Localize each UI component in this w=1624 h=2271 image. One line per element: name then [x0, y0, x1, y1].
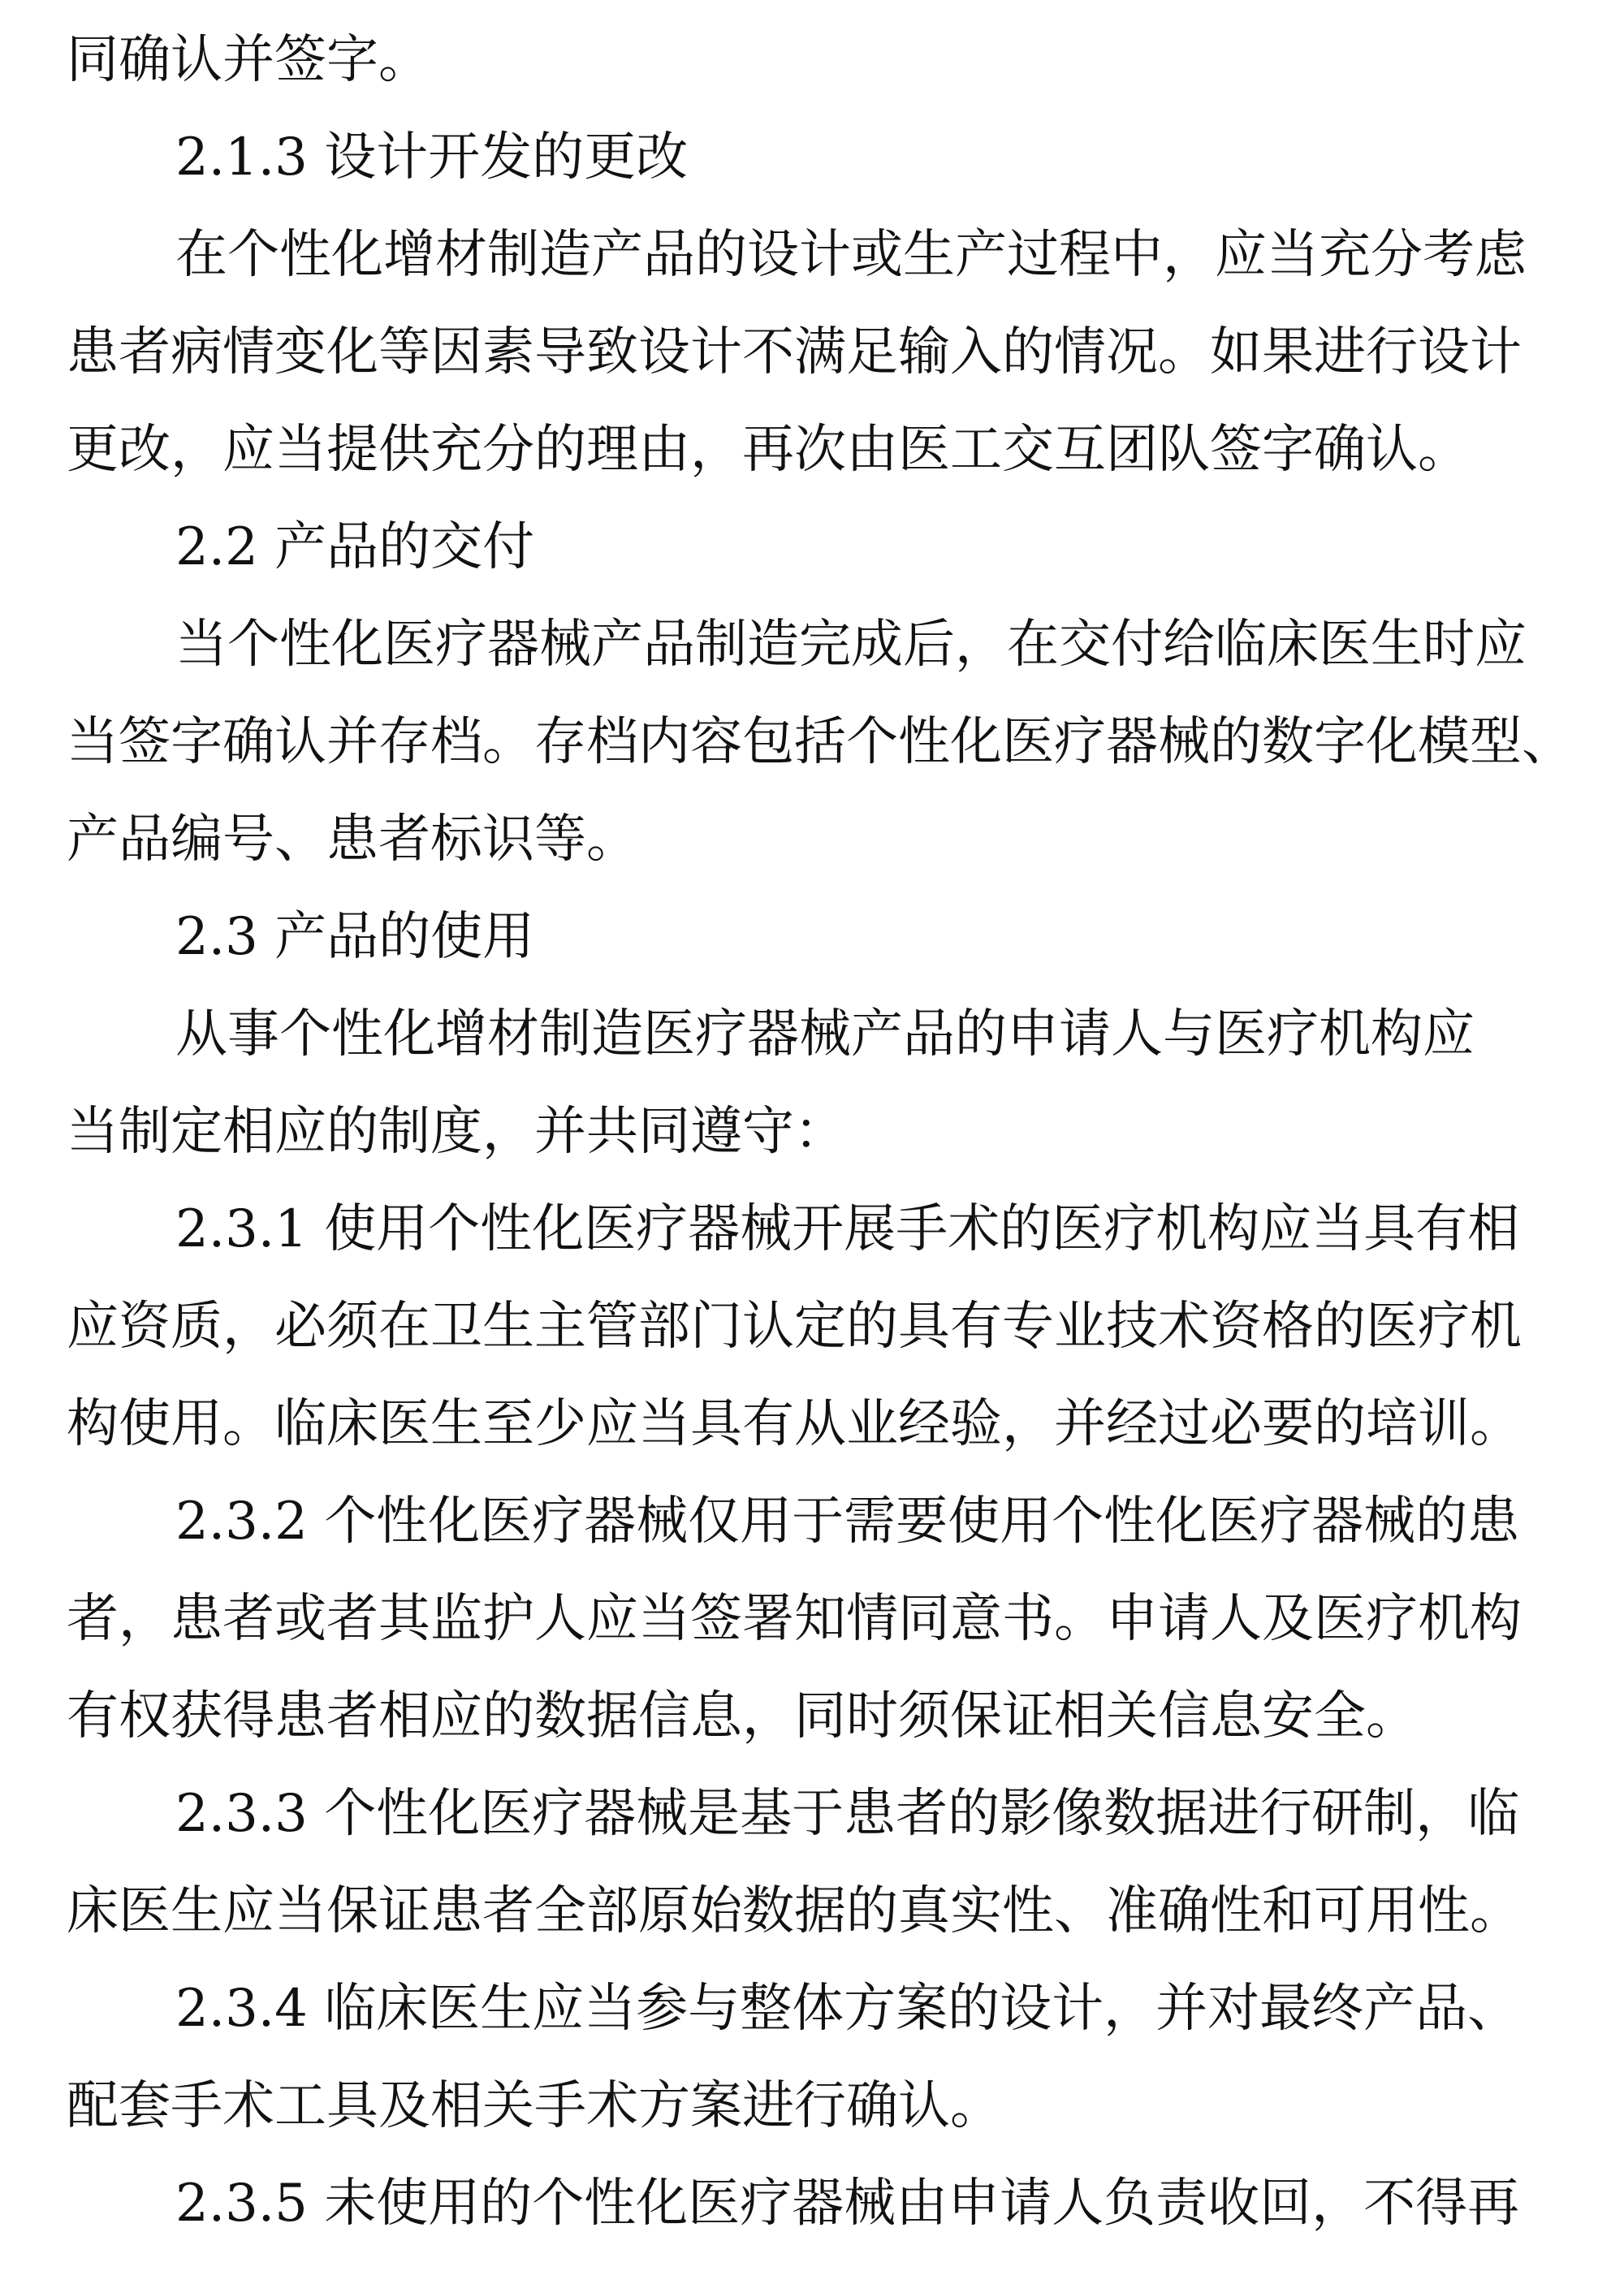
paragraph-first-line: 2.3.5 未使用的个性化医疗器械由申请人负责收回，不得再	[175, 2174, 1520, 2234]
paragraph-first-line: 2.3.3 个性化医疗器械是基于患者的影像数据进行研制，临	[175, 1784, 1520, 1844]
text-line: 构使用。临床医生至少应当具有从业经验，并经过必要的培训。	[67, 1394, 1522, 1454]
paragraph-first-line: 当个性化医疗器械产品制造完成后，在交付给临床医生时应	[175, 615, 1527, 675]
text-line: 者，患者或者其监护人应当签署知情同意书。申请人及医疗机构	[67, 1589, 1522, 1649]
paragraph-first-line: 2.3.1 使用个性化医疗器械开展手术的医疗机构应当具有相	[175, 1199, 1520, 1259]
text-line: 有权获得患者相应的数据信息，同时须保证相关信息安全。	[67, 1686, 1418, 1746]
text-line: 应资质，必须在卫生主管部门认定的具有专业技术资格的医疗机	[67, 1297, 1522, 1357]
section-heading: 2.2 产品的交付	[175, 517, 535, 577]
text-line: 患者病情变化等因素导致设计不满足输入的情况。如果进行设计	[67, 322, 1522, 382]
text-line: 床医生应当保证患者全部原始数据的真实性、准确性和可用性。	[67, 1881, 1522, 1941]
section-heading: 2.1.3 设计开发的更改	[175, 127, 689, 188]
text-line: 当制定相应的制度，并共同遵守：	[67, 1102, 846, 1162]
section-heading: 2.3 产品的使用	[175, 907, 535, 967]
text-line: 更改，应当提供充分的理由，再次由医工交互团队签字确认。	[67, 420, 1470, 480]
paragraph-first-line: 在个性化增材制造产品的设计或生产过程中，应当充分考虑	[175, 225, 1527, 285]
text-line: 当签字确认并存档。存档内容包括个性化医疗器械的数字化模型、	[67, 712, 1574, 772]
text-line: 配套手术工具及相关手术方案进行确认。	[67, 2076, 1002, 2136]
paragraph-first-line: 2.3.4 临床医生应当参与整体方案的设计，并对最终产品、	[175, 1979, 1520, 2039]
paragraph-first-line: 2.3.2 个性化医疗器械仅用于需要使用个性化医疗器械的患	[175, 1492, 1520, 1552]
paragraph-first-line: 从事个性化增材制造医疗器械产品的申请人与医疗机构应	[175, 1004, 1475, 1064]
text-line: 同确认并签字。	[67, 30, 430, 90]
text-line: 产品编号、患者标识等。	[67, 810, 638, 870]
